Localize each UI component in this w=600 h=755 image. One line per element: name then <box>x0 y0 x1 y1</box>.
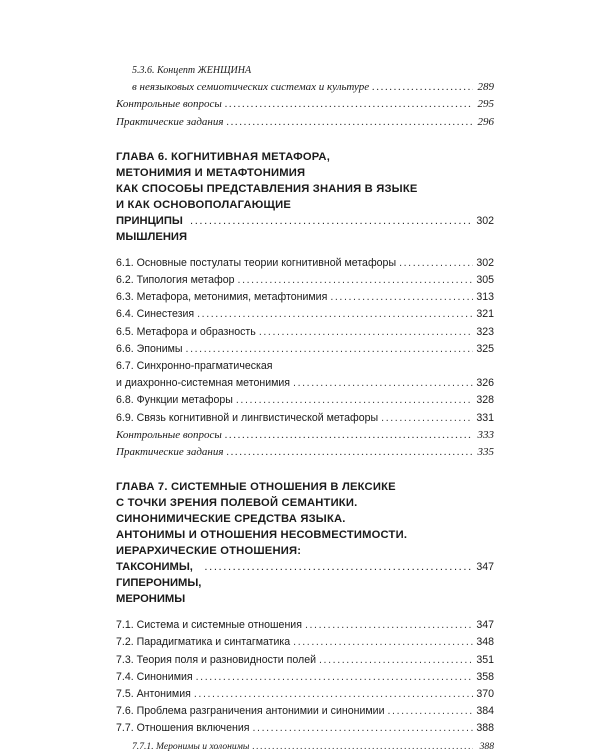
chapter-title-line: ГЛАВА 7. СИСТЕМНЫЕ ОТНОШЕНИЯ В ЛЕКСИКЕ <box>116 481 396 494</box>
leader-dots <box>225 427 473 444</box>
toc-entry-label: Практические задания <box>116 446 224 459</box>
toc-page-number: 331 <box>476 411 494 424</box>
chapter-title-line: КАК СПОСОБЫ ПРЕДСТАВЛЕНИЯ ЗНАНИЯ В ЯЗЫКЕ <box>116 182 418 195</box>
toc-entry[interactable] <box>116 392 494 409</box>
toc-entry-6-7[interactable] <box>116 358 494 375</box>
toc-page-number: 295 <box>477 98 494 111</box>
toc-entry[interactable] <box>116 686 494 703</box>
toc-entry-label: 6.9. Связь когнитивной и лингвистической метафоры <box>116 411 379 424</box>
chapter-title-line: АНТОНИМЫ И ОТНОШЕНИЯ НЕСОВМЕСТИМОСТИ. <box>116 529 408 542</box>
toc-entry-label: 7.6. Проблема разграничения антонимии и синонимии <box>116 705 385 718</box>
leader-dots <box>319 652 473 669</box>
toc-page-number: 328 <box>476 394 494 407</box>
leader-dots <box>305 617 473 634</box>
toc-entry-label: 6.7. Синхронно-прагматическая <box>116 360 273 373</box>
toc-entry-label: 6.4. Синестезия <box>116 308 195 321</box>
toc-entry[interactable] <box>116 255 494 272</box>
leader-dots <box>204 559 473 575</box>
toc-entry-6-7-cont[interactable] <box>116 375 494 392</box>
toc-entry-label: 7.7.1. Меронимы и холонимы <box>132 740 250 752</box>
toc-entry[interactable] <box>116 341 494 358</box>
toc-entry[interactable] <box>116 652 494 669</box>
toc-page-number: 388 <box>476 722 494 735</box>
toc-page-number: 358 <box>476 670 494 683</box>
toc-entry[interactable] <box>116 272 494 289</box>
toc-entry-practice[interactable] <box>116 114 494 131</box>
chapter-title-line: ПРИНЦИПЫ МЫШЛЕНИЯ <box>116 214 187 243</box>
toc-entry-5-3-6[interactable] <box>116 62 494 79</box>
toc-page-number: 321 <box>476 308 494 321</box>
leader-dots <box>194 686 473 703</box>
toc-page-number: 302 <box>476 256 494 269</box>
leader-dots <box>196 669 473 686</box>
toc-entry-label: 7.3. Теория поля и разновидности полей <box>116 653 317 666</box>
leader-dots <box>388 703 474 720</box>
toc-entry[interactable] <box>116 703 494 720</box>
toc-page-number: 335 <box>477 446 494 459</box>
toc-entry-label: 5.3.6. Концепт ЖЕНЩИНА <box>132 65 252 76</box>
table-of-contents <box>116 62 494 755</box>
toc-entry[interactable] <box>116 289 494 306</box>
leader-dots <box>293 634 473 651</box>
toc-page-number: 323 <box>476 325 494 338</box>
toc-entry-label: 7.2. Парадигматика и синтагматика <box>116 636 291 649</box>
toc-page-number: 351 <box>476 653 494 666</box>
toc-entry-label: и диахронно-системная метонимия <box>116 377 291 390</box>
toc-page-number: 370 <box>476 688 494 701</box>
chapter-title-line: ИЕРАРХИЧЕСКИЕ ОТНОШЕНИЯ: <box>116 545 302 558</box>
chapter-title-line: ГЛАВА 6. КОГНИТИВНАЯ МЕТАФОРА, <box>116 150 331 163</box>
chapter-7-heading[interactable] <box>116 479 494 607</box>
toc-entry[interactable] <box>116 617 494 634</box>
toc-entry[interactable] <box>116 306 494 323</box>
leader-dots <box>381 410 473 427</box>
toc-entry-label: Контрольные вопросы <box>116 98 222 111</box>
toc-page-number: 388 <box>479 740 494 752</box>
leader-dots <box>186 341 473 358</box>
chapter-title-last-line <box>116 213 494 245</box>
toc-entry[interactable] <box>116 324 494 341</box>
toc-page-number: 347 <box>476 619 494 632</box>
toc-entry-label: 7.5. Антонимия <box>116 688 191 701</box>
toc-entry-label: Контрольные вопросы <box>116 428 222 441</box>
chapter-title-line: СИНОНИМИЧЕСКИЕ СРЕДСТВА ЯЗЫКА. <box>116 513 346 526</box>
toc-page-number: 348 <box>476 636 494 649</box>
toc-entry-5-3-6-cont[interactable] <box>116 79 494 96</box>
toc-entry[interactable] <box>116 720 494 737</box>
leader-dots <box>197 306 473 323</box>
toc-entry[interactable] <box>116 669 494 686</box>
toc-entry-label: Практические задания <box>116 115 224 128</box>
toc-entry-practice[interactable] <box>116 444 494 461</box>
toc-page-number: 305 <box>476 274 494 287</box>
toc-page-number: 289 <box>477 81 494 94</box>
leader-dots <box>399 255 473 272</box>
leader-dots <box>252 738 473 755</box>
toc-entry-label: 6.2. Типология метафор <box>116 274 235 287</box>
chapter-6-heading[interactable] <box>116 149 494 245</box>
toc-page-number: 325 <box>476 342 494 355</box>
toc-subentry-7-7-1[interactable] <box>116 738 494 755</box>
leader-dots <box>226 114 473 131</box>
chapter-title-line: МЕТОНИМИЯ И МЕТАФТОНИМИЯ <box>116 166 306 179</box>
toc-page-number: 296 <box>477 115 494 128</box>
leader-dots <box>330 289 473 306</box>
leader-dots <box>226 444 473 461</box>
chapter-title-line: ТАКСОНИМЫ, ГИПЕРОНИМЫ, МЕРОНИМЫ <box>116 561 202 606</box>
toc-page-number: 384 <box>476 705 494 718</box>
toc-page-number: 347 <box>476 561 494 574</box>
leader-dots <box>190 213 473 229</box>
leader-dots <box>238 272 473 289</box>
leader-dots <box>236 392 473 409</box>
toc-entry-label: 6.3. Метафора, метонимия, метафтонимия <box>116 291 328 304</box>
toc-entry-label: 7.1. Система и системные отношения <box>116 619 302 632</box>
leader-dots <box>293 375 473 392</box>
toc-entry-label: 6.8. Функции метафоры <box>116 394 233 407</box>
toc-entry-label: 6.5. Метафора и образность <box>116 325 256 338</box>
toc-entry-label: 6.1. Основные постулаты теории когнитивной метафоры <box>116 256 397 269</box>
leader-dots <box>225 96 473 113</box>
toc-page-number: 313 <box>476 291 494 304</box>
chapter-title-last-line <box>116 559 494 607</box>
toc-page-number: 326 <box>476 377 494 390</box>
toc-page-number: 302 <box>476 214 494 227</box>
toc-entry-label: 6.6. Эпонимы <box>116 342 183 355</box>
toc-entry[interactable] <box>116 410 494 427</box>
toc-entry-label: 7.4. Синонимия <box>116 670 193 683</box>
chapter-title-line: И КАК ОСНОВОПОЛАГАЮЩИЕ <box>116 198 292 211</box>
toc-entry-label: в неязыковых семиотических системах и культуре <box>132 81 370 94</box>
leader-dots <box>252 720 473 737</box>
toc-entry-control-questions[interactable] <box>116 427 494 444</box>
leader-dots <box>372 79 473 96</box>
chapter-title-line: С ТОЧКИ ЗРЕНИЯ ПОЛЕВОЙ СЕМАНТИКИ. <box>116 497 358 510</box>
leader-dots <box>259 324 473 341</box>
toc-entry[interactable] <box>116 634 494 651</box>
toc-entry-label: 7.7. Отношения включения <box>116 722 250 735</box>
toc-page-number: 333 <box>477 428 494 441</box>
toc-entry-control-questions[interactable] <box>116 96 494 113</box>
